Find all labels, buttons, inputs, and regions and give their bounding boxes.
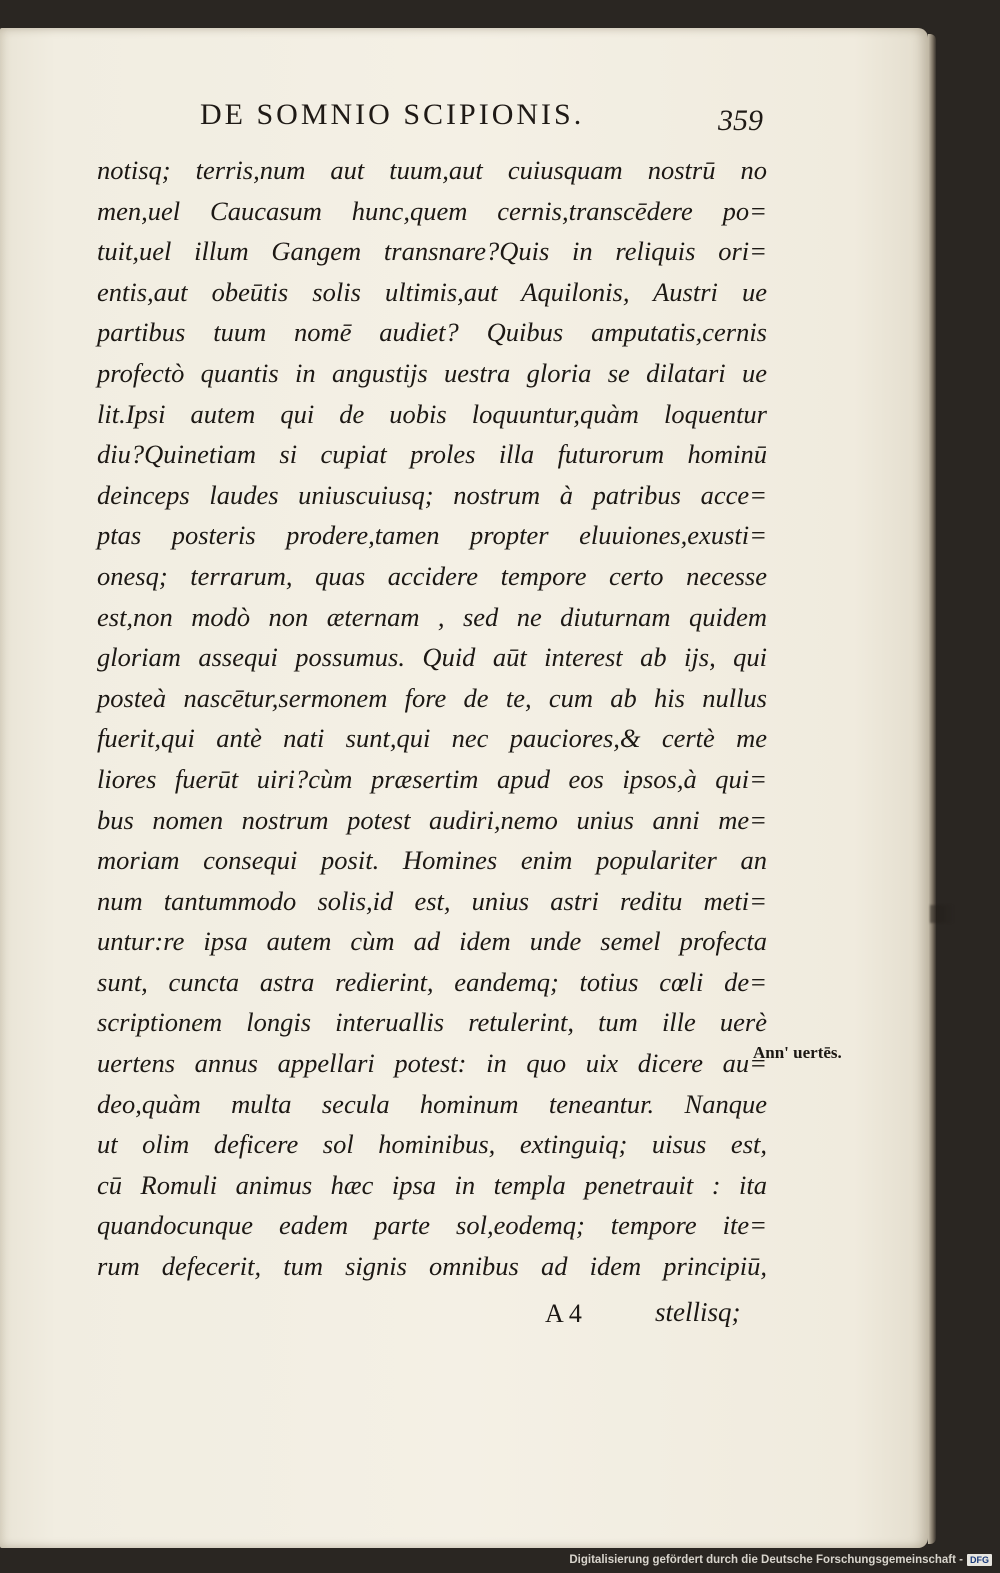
footer-text: Digitalisierung gefördert durch die Deutsche Forschungsgemeinschaft -: [569, 1554, 963, 1566]
text-line: entis,aut obeūtis solis ultimis,aut Aquilonis, Austri ue: [97, 276, 767, 307]
text-line: tuit,uel illum Gangem transnare?Quis in reliquis ori=: [97, 236, 767, 267]
page-number: 359: [718, 104, 763, 137]
text-line: diu?Quinetiam si cupiat proles illa futurorum hominū: [97, 439, 767, 470]
text-line: liores fuerūt uiri?cùm præsertim apud eos ipsos,à qui=: [97, 763, 767, 794]
text-line: moriam consequi posit. Homines enim populariter an: [97, 845, 767, 876]
text-line: est,non modò non æternam , sed ne diuturnam quidem: [97, 601, 767, 632]
text-line: posteà nascētur,sermonem fore de te, cum ab his nullus: [97, 682, 767, 713]
text-line: ptas posteris prodere,tamen propter eluuiones,exusti=: [97, 520, 767, 551]
page-edge: [928, 34, 936, 1544]
text-line: untur:re ipsa autem cùm ad idem unde semel profecta: [97, 926, 767, 957]
text-line: ut olim deficere sol hominibus, extinguiq; uisus est,: [97, 1129, 767, 1160]
text-line: deinceps laudes uniuscuiusq; nostrum à patribus acce=: [97, 479, 767, 510]
marginal-note: Ann' uertēs.: [753, 1043, 842, 1062]
text-line: onesq; terrarum, quas accidere tempore certo necesse: [97, 560, 767, 591]
catchword: stellisq;: [655, 1297, 741, 1327]
text-line: fuerit,qui antè nati sunt,qui nec pauciores,& certè me: [97, 723, 767, 754]
body-text: [97, 150, 767, 1287]
dfg-logo-icon: DFG: [967, 1554, 992, 1566]
signature-mark: A 4: [545, 1299, 582, 1328]
text-line: quandocunque eadem parte sol,eodemq; tempore ite=: [97, 1210, 767, 1241]
text-line: men,uel Caucasum hunc,quem cernis,transcēdere po=: [97, 195, 767, 226]
text-line: sunt, cuncta astra redierint, eandemq; totius cœli de=: [97, 966, 767, 997]
ink-bleed-mark: [930, 905, 954, 923]
text-line: rum defecerit, tum signis omnibus ad idem principiū,: [97, 1251, 767, 1282]
text-line: profectò quantis in angustijs uestra gloria se dilatari ue: [97, 357, 767, 388]
text-line: cū Romuli animus hæc ipsa in templa penetrauit : ita: [97, 1169, 767, 1200]
text-line: gloriam assequi possumus. Quid aūt interest ab ijs, qui: [97, 642, 767, 673]
text-line: lit.Ipsi autem qui de uobis loquuntur,quàm loquentur: [97, 398, 767, 429]
text-line: scriptionem longis interuallis retulerint, tum ille uerè: [97, 1007, 767, 1038]
text-line: num tantummodo solis,id est, unius astri reditu meti=: [97, 885, 767, 916]
text-line: partibus tuum nomē audiet? Quibus amputatis,cernis: [97, 317, 767, 348]
text-line: bus nomen nostrum potest audiri,nemo unius anni me=: [97, 804, 767, 835]
digitization-footer: [569, 1550, 992, 1570]
text-line: deo,quàm multa secula hominum teneantur. Nanque: [97, 1088, 767, 1119]
text-line: notisq; terris,num aut tuum,aut cuiusquam nostrū no: [97, 155, 767, 185]
text-line: uertens annus appellari potest: in quo uix dicere au=: [97, 1048, 767, 1079]
running-head: DE SOMNIO SCIPIONIS.: [200, 98, 585, 131]
